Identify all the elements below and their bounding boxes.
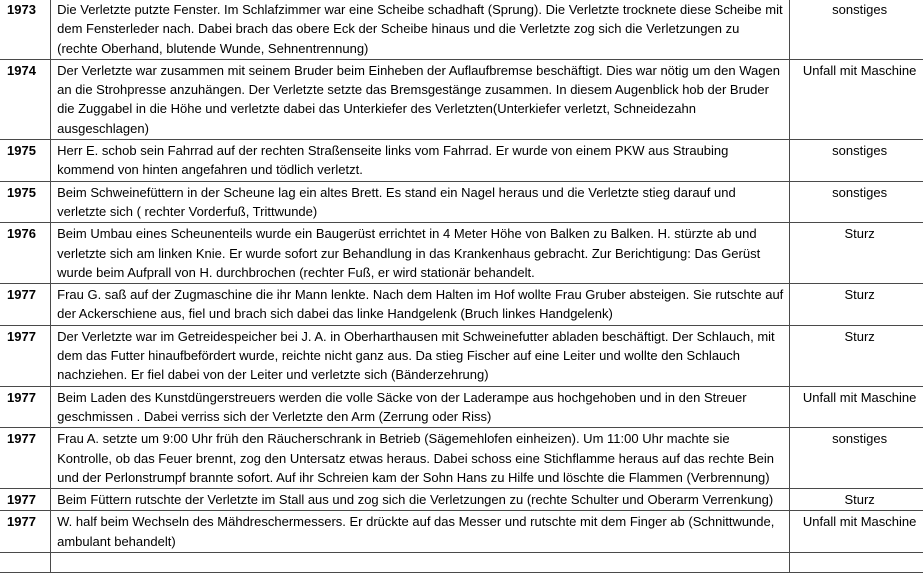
- category-cell: Sturz: [790, 284, 923, 326]
- description-cell: Der Verletzte war im Getreidespeicher bei J. A. in Oberharthausen mit Schweinefutter abladen beschäftigt. Der Schlauch, mit dem das Futter hinaufbefördert wurde, reichte nicht ganz aus. Da stieg Fischer auf eine Leiter und wollte den Schlauch nachziehen. Er fiel dabei von der Leiter und verletzte sich (Bänderzehrung): [51, 325, 790, 386]
- empty-cell: [51, 553, 790, 573]
- category-cell: Unfall mit Maschine: [790, 59, 923, 139]
- year-cell: 1977: [0, 489, 51, 511]
- table-row: [0, 0, 923, 59]
- table-row: [0, 223, 923, 284]
- year-cell: 1975: [0, 140, 51, 182]
- year-cell: 1976: [0, 223, 51, 284]
- table-row: [0, 489, 923, 511]
- year-cell: 1977: [0, 386, 51, 428]
- description-cell: Beim Umbau eines Scheunenteils wurde ein Baugerüst errichtet in 4 Meter Höhe von Balken zu Balken. H. stürzte ab und verletzte sich am linken Knie. Er wurde sofort zur Behandlung in das Krankenhaus gebracht. Zur Berichtigung: Das Gerüst wurde beim Aufprall von H. durchbrochen (rechter Fuß, er wird stationär behandelt.: [51, 223, 790, 284]
- year-cell: 1975: [0, 181, 51, 223]
- year-cell: 1977: [0, 325, 51, 386]
- table-row: [0, 428, 923, 489]
- description-cell: Die Verletzte putzte Fenster. Im Schlafzimmer war eine Scheibe schadhaft (Sprung). Die Verletzte trocknete diese Scheibe mit dem Fensterleder nach. Dabei brach das obere Eck der Scheibe hinaus und die Verletzte zog sich die Verletzungen zu (rechte Oberhand, blutende Wunde, Sehnentrennung): [51, 0, 790, 59]
- description-cell: Der Verletzte war zusammen mit seinem Bruder beim Einheben der Auflaufbremse beschäftigt. Dies war nötig um den Wagen an die Strohpresse anzuhängen. Der Verletzte setzte das Bremsgestänge zusammen. In diesem Augenblick hob der Bruder die Zuggabel in die Höhe und verletzte dabei das Unterkiefer des Verletzten(Unterkiefer verletzt, Schneidezahn ausgeschlagen): [51, 59, 790, 139]
- table-row: [0, 284, 923, 326]
- year-cell: 1977: [0, 284, 51, 326]
- table-row: [0, 325, 923, 386]
- category-cell: Sturz: [790, 223, 923, 284]
- description-cell: Frau A. setzte um 9:00 Uhr früh den Räucherschrank in Betrieb (Sägemehlofen einheizen). Um 11:00 Uhr machte sie Kontrolle, ob das Feuer brennt, zog den Untersatz etwas heraus. Dabei schoss eine Stichflamme heraus auf das rechte Bein und der Perlonstrumpf brannte sofort. Auf ihr Schreien kam der Sohn Hans zu Hilfe und löschte die Flammen (Verbrennung): [51, 428, 790, 489]
- table-row: [0, 386, 923, 428]
- empty-cell: [790, 553, 923, 573]
- table-row: [0, 181, 923, 223]
- category-cell: Sturz: [790, 325, 923, 386]
- category-cell: sonstiges: [790, 181, 923, 223]
- year-cell: 1974: [0, 59, 51, 139]
- description-cell: Herr E. schob sein Fahrrad auf der rechten Straßenseite links vom Fahrrad. Er wurde von einem PKW aus Straubing kommend von hinten angefahren und tödlich verletzt.: [51, 140, 790, 182]
- category-cell: Sturz: [790, 489, 923, 511]
- category-cell: Unfall mit Maschine: [790, 386, 923, 428]
- year-cell: 1973: [0, 0, 51, 59]
- table-row-empty: [0, 553, 923, 573]
- description-cell: W. half beim Wechseln des Mähdreschermessers. Er drückte auf das Messer und rutschte mit dem Finger ab (Schnittwunde, ambulant behandelt): [51, 511, 790, 553]
- year-cell: 1977: [0, 428, 51, 489]
- table-row: [0, 59, 923, 139]
- category-cell: sonstiges: [790, 428, 923, 489]
- category-cell: sonstiges: [790, 0, 923, 59]
- description-cell: Beim Schweinefüttern in der Scheune lag ein altes Brett. Es stand ein Nagel heraus und die Verletzte stieg darauf und verletzte sich ( rechter Vorderfuß, Trittwunde): [51, 181, 790, 223]
- category-cell: Unfall mit Maschine: [790, 511, 923, 553]
- category-cell: sonstiges: [790, 140, 923, 182]
- description-cell: Beim Laden des Kunstdüngerstreuers werden die volle Säcke von der Laderampe aus hochgehoben und in den Streuer geschmissen . Dabei verriss sich der Verletzte den Arm (Zerrung oder Riss): [51, 386, 790, 428]
- table-row: [0, 140, 923, 182]
- empty-cell: [0, 553, 51, 573]
- table-row: [0, 511, 923, 553]
- year-cell: 1977: [0, 511, 51, 553]
- description-cell: Frau G. saß auf der Zugmaschine die ihr Mann lenkte. Nach dem Halten im Hof wollte Frau Gruber absteigen. Sie rutschte auf der Ackerschiene aus, fiel und brach sich dabei das linke Handgelenk (Bruch linkes Handgelenk): [51, 284, 790, 326]
- description-cell: Beim Füttern rutschte der Verletzte im Stall aus und zog sich die Verletzungen zu (rechte Schulter und Oberarm Verrenkung): [51, 489, 790, 511]
